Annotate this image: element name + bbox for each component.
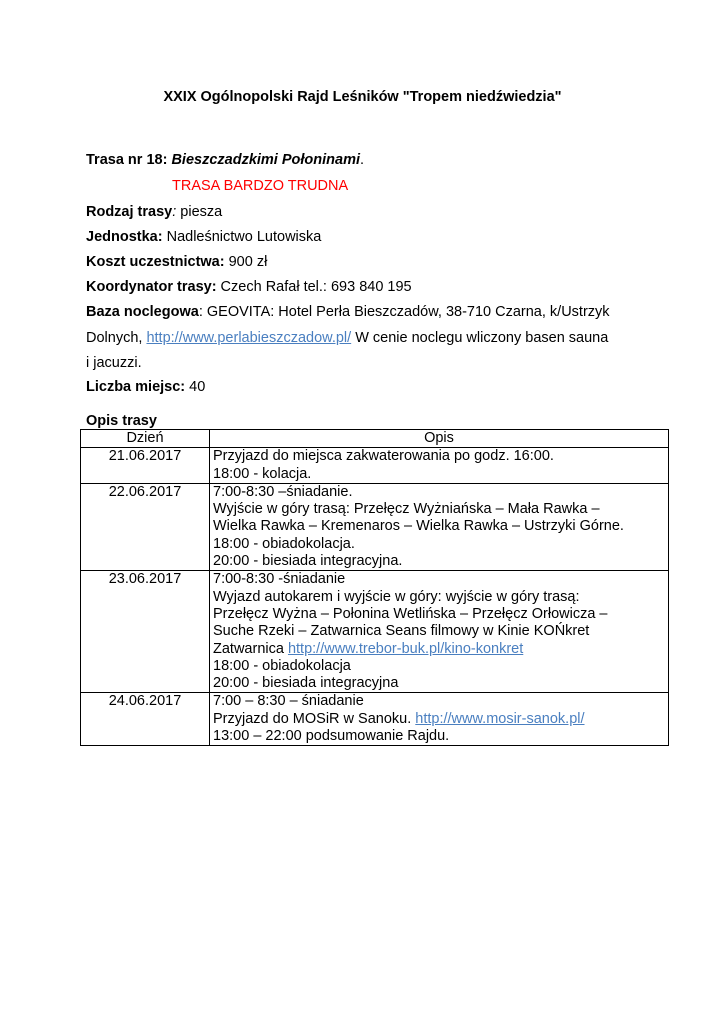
document-title: XXIX Ogólnopolski Rajd Leśników "Tropem niedźwiedzia" [163,89,562,105]
base-value-2-post: W cenie noclegu wliczony basen sauna [351,330,609,346]
schedule-header-row [81,430,669,448]
desc-cell [210,483,669,570]
table-row [81,448,669,484]
desc-line: Wielka Rawka – Kremenaros – Wielka Rawka – Ustrzyki Górne. [213,518,624,535]
route-name-suffix: . [360,152,365,168]
cost-line [86,254,267,270]
base-line-2 [86,330,608,346]
route-type-line [86,204,222,220]
unit-value: Nadleśnictwo Lutowiska [162,229,322,245]
desc-line: 13:00 – 22:00 podsumowanie Rajdu. [213,728,450,745]
base-label: Baza noclegowa [86,304,199,320]
schedule-heading: Opis trasy [86,413,157,429]
desc-line: 20:00 - biesiada integracyjna [213,675,399,692]
desc-line: Wyjazd autokarem i wyjście w góry: wyjście w góry trasą: [213,588,580,605]
day-cell: 24.06.2017 [81,693,210,746]
table-row [81,693,669,746]
desc-cell [210,693,669,746]
route-difficulty: TRASA BARDZO TRUDNA [172,178,349,194]
route-line [86,152,364,168]
desc-line: Przyjazd do miejsca zakwaterowania po godz. 16:00. [213,448,554,465]
table-row [81,483,669,570]
route-type-label: Rodzaj trasy [86,204,173,220]
coordinator-line [86,279,412,295]
coordinator-label: Koordynator trasy: [86,279,217,295]
schedule-table [80,429,669,746]
places-value: 40 [185,379,206,395]
desc-line [213,641,665,658]
route-label: Trasa nr 18: [86,152,168,168]
desc-line: 20:00 - biesiada integracyjna. [213,553,403,570]
desc-line: 7:00-8:30 -śniadanie [213,571,346,588]
places-line [86,379,205,395]
cost-value: 900 zł [224,254,268,270]
unit-label: Jednostka: [86,229,163,245]
desc-line: 7:00-8:30 –śniadanie. [213,483,353,500]
desc-text: Zatwarnica [213,640,288,657]
desc-line: Wyjście w góry trasą: Przełęcz Wyżniańska – Mała Rawka – [213,501,600,518]
desc-line: 18:00 - obiadokolacja [213,657,351,674]
route-type-colon: : [172,204,177,220]
hotel-link[interactable]: http://www.perlabieszczadow.pl/ [146,330,352,346]
unit-line [86,229,321,245]
cinema-link[interactable]: http://www.trebor-buk.pl/kino-konkret [287,640,524,657]
desc-cell [210,448,669,484]
base-line-1 [86,304,610,320]
col-desc-header: Opis [210,430,669,448]
table-row [81,571,669,693]
day-cell: 22.06.2017 [81,483,210,570]
desc-line [213,711,665,728]
desc-line: 18:00 - kolacja. [213,465,312,482]
route-type-value: piesza [176,204,223,220]
desc-line: 7:00 – 8:30 – śniadanie [213,693,364,710]
col-day-header: Dzień [81,430,210,448]
cost-label: Koszt uczestnictwa: [86,254,225,270]
coordinator-value: Czech Rafał tel.: 693 840 195 [216,279,412,295]
desc-line: 18:00 - obiadokolacja. [213,535,355,552]
base-value-1: : GEOVITA: Hotel Perła Bieszczadów, 38-710 Czarna, k/Ustrzyk [198,304,610,320]
base-line-3: i jacuzzi. [86,355,142,371]
desc-line: Przełęcz Wyżna – Połonina Wetlińska – Przełęcz Orłowicza – [213,605,608,622]
day-cell: 21.06.2017 [81,448,210,484]
base-value-2-pre: Dolnych, [86,330,147,346]
desc-line: Suche Rzeki – Zatwarnica Seans filmowy w Kinie KOŃkret [213,623,590,640]
day-cell: 23.06.2017 [81,571,210,693]
mosir-link[interactable]: http://www.mosir-sanok.pl/ [415,710,585,727]
desc-cell [210,571,669,693]
desc-text: Przyjazd do MOSiR w Sanoku. [213,710,416,727]
places-label: Liczba miejsc: [86,379,186,395]
route-name: Bieszczadzkimi Połoninami [171,152,361,168]
